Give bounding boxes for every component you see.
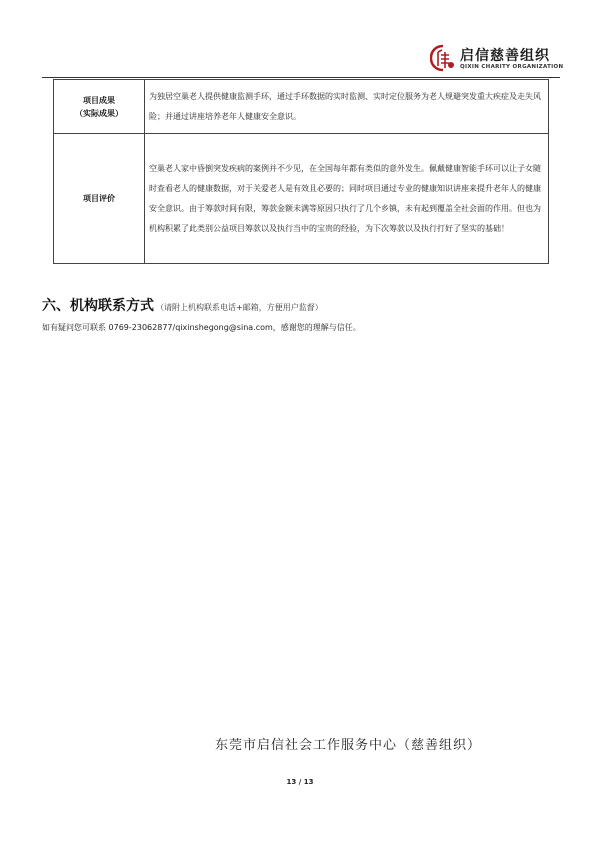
content-cell: 为独居空巢老人提供健康监测手环，通过手环数据的实时监测、实时定位服务为老人规避突发重大疾症及走失风险；并通过讲座培养老年人健康安全意识。: [145, 80, 549, 134]
table-row: [54, 134, 549, 264]
logo-text-en: QIXIN CHARITY ORGANIZATION: [460, 64, 564, 70]
contact-line: 如有疑问您可联系 0769-23062877/qixinshegong@sina.com，感谢您的理解与信任。: [42, 323, 361, 332]
footer-org-name: 东莞市启信社会工作服务中心（慈善组织）: [215, 738, 482, 753]
label-line: （实际成果）: [75, 108, 123, 118]
label-line: 项目成果: [83, 95, 115, 105]
section-title-note: （请附上机构联系电话+邮箱，方便用户监督）: [156, 303, 323, 312]
label-line: 项目评价: [83, 194, 115, 203]
table-row: [54, 80, 549, 134]
section-title: [42, 295, 323, 315]
header-logo: [430, 44, 580, 74]
content-cell: 空巢老人家中昏倒突发疾病的案例并不少见，在全国每年都有类似的意外发生。佩戴健康智能手环可以让子女随时查看老人的健康数据，对于关爱老人是有效且必要的；同时项目通过专业的健康知识讲座来提升老年人的健康安全意识。由于筹款时间有限，筹款金额未满等原因只执行了几个乡镇，未有起到覆盖全社会面的作用。但也为机构积累了此类别公益项目筹款以及执行当中的宝贵的经验，为下次筹款以及执行打好了坚实的基础！: [145, 134, 549, 264]
label-cell: [54, 134, 145, 264]
qixin-logo-icon: [430, 44, 456, 72]
section-title-main: 六、机构联系方式: [42, 298, 154, 314]
page-number: 13 / 13: [286, 778, 314, 786]
header-divider: [42, 77, 560, 78]
logo-text-cn: 启信慈善组织: [460, 48, 550, 64]
project-evaluation-table: [53, 79, 549, 264]
label-cell: [54, 80, 145, 134]
